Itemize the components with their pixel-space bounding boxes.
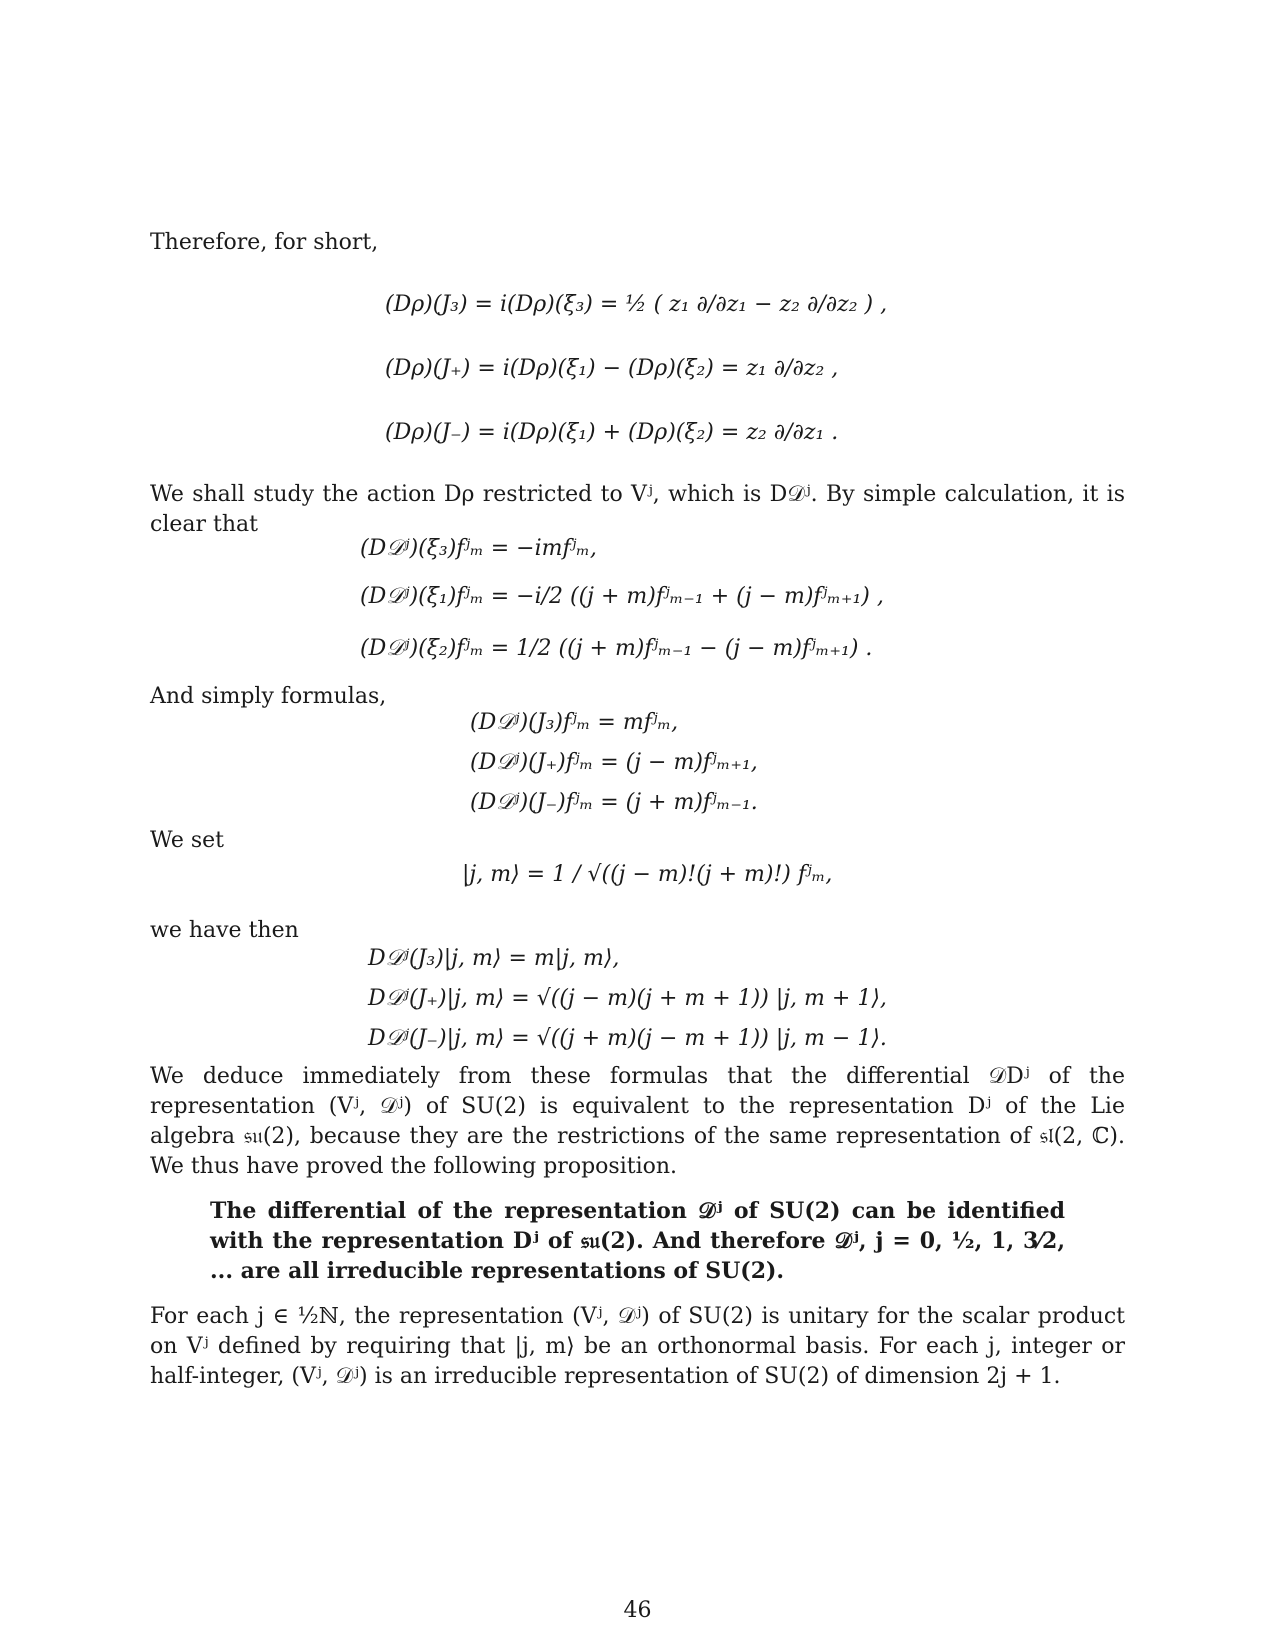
equation-3-1: (D𝒟ʲ)(J₃)fʲₘ = mfʲₘ, [470,710,679,735]
proposition: The differential of the representation 𝒟ʲ of SU(2) can be identified with the representation Dʲ of 𝔰𝔲(2). And therefore 𝒟ʲ, j = 0, ½, 1, 3⁄2, ... are all irreducible representations of SU(2). [210,1198,1065,1284]
equation-set: |j, m⟩ = 1 / √((j − m)!(j + m)!) fʲₘ, [462,862,833,887]
equation-4-3: D𝒟ʲ(J₋)|j, m⟩ = √((j + m)(j − m + 1)) |j, m − 1⟩. [368,1026,887,1051]
equation-1-2: (Dρ)(J₊) = i(Dρ)(ξ₁) − (Dρ)(ξ₂) = z₁ ∂/∂z₂ , [385,356,839,381]
equation-2-2: (D𝒟ʲ)(ξ₁)fʲₘ = −i/2 ((j + m)fʲₘ₋₁ + (j − m)fʲₘ₊₁) , [360,584,884,609]
equation-3-2: (D𝒟ʲ)(J₊)fʲₘ = (j − m)fʲₘ₊₁, [470,750,758,775]
equation-1-3: (Dρ)(J₋) = i(Dρ)(ξ₁) + (Dρ)(ξ₂) = z₂ ∂/∂z₁ . [385,420,839,445]
equation-3-3: (D𝒟ʲ)(J₋)fʲₘ = (j + m)fʲₘ₋₁. [470,790,758,815]
page-number: 46 [623,1598,652,1623]
paragraph-deduce: We deduce immediately from these formulas that the differential 𝒟Dʲ of the representation (Vʲ, 𝒟ʲ) of SU(2) is equivalent to the representation Dʲ of the Lie algebra 𝔰𝔲(2), because they are the restrictions of the same representation of 𝔰𝔩(2, ℂ). We thus have proved the following proposition. [150,1064,1125,1179]
equation-2-1: (D𝒟ʲ)(ξ₃)fʲₘ = −imfʲₘ, [360,536,597,561]
and-simply-text: And simply formulas, [150,684,387,709]
equation-4-1: D𝒟ʲ(J₃)|j, m⟩ = m|j, m⟩, [368,946,620,971]
equation-2-3: (D𝒟ʲ)(ξ₂)fʲₘ = 1/2 ((j + m)fʲₘ₋₁ − (j − m)fʲₘ₊₁) . [360,636,873,661]
paragraph-final: For each j ∈ ½ℕ, the representation (Vʲ, 𝒟ʲ) of SU(2) is unitary for the scalar product on Vʲ defined by requiring that |j, m⟩ be an orthonormal basis. For each j, integer or half-integer, (Vʲ, 𝒟ʲ) is an irreducible representation of SU(2) of dimension 2j + 1. [150,1304,1125,1389]
paragraph-study: We shall study the action Dρ restricted to Vʲ, which is D𝒟ʲ. By simple calculation, it is clear that [150,482,1125,537]
we-set-text: We set [150,828,224,853]
equation-4-2: D𝒟ʲ(J₊)|j, m⟩ = √((j − m)(j + m + 1)) |j, m + 1⟩, [368,986,887,1011]
equation-1-1: (Dρ)(J₃) = i(Dρ)(ξ₃) = ½ ( z₁ ∂/∂z₁ − z₂ ∂/∂z₂ ) , [385,292,888,317]
intro-text: Therefore, for short, [150,230,379,255]
we-have-then-text: we have then [150,918,299,943]
